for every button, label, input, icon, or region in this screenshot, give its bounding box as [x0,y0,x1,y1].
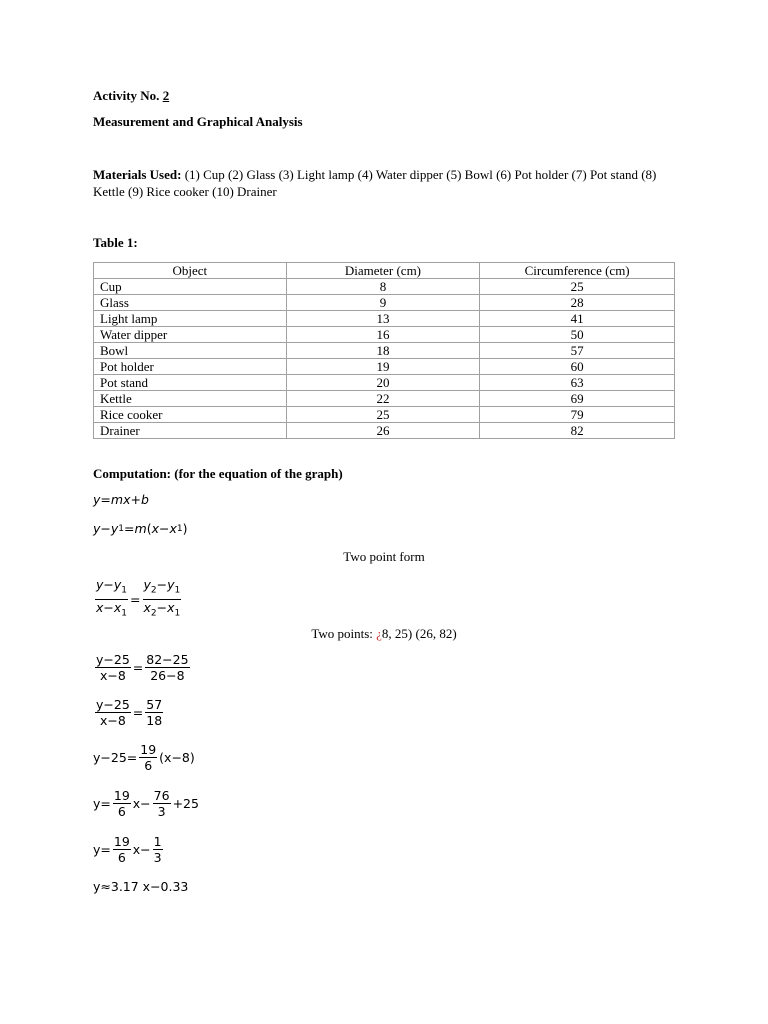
materials-label: Materials Used: [93,167,182,182]
cell-diameter: 13 [286,311,480,327]
table-row [94,391,675,407]
final-equation: y≈3.17 x−0.33 [93,879,189,894]
cell-circumference: 57 [480,343,675,359]
cell-diameter: 19 [286,359,480,375]
activity-subtitle: Measurement and Graphical Analysis [93,114,303,129]
activity-title [93,88,169,104]
cell-diameter: 22 [286,391,480,407]
materials-text: (1) Cup (2) Glass (3) Light lamp (4) Water dipper (5) Bowl (6) Pot holder (7) Pot stand (8) Kettle (9) Rice cooker (10) Drainer [93,167,657,199]
two-points-line [0,626,768,642]
table-row [94,279,675,295]
cell-object: Glass [94,295,287,311]
column-header-object: Object [94,263,287,279]
cell-circumference: 63 [480,375,675,391]
cell-object: Bowl [94,343,287,359]
cell-diameter: 25 [286,407,480,423]
cell-diameter: 16 [286,327,480,343]
measurement-table [93,262,675,439]
cell-diameter: 20 [286,375,480,391]
computation-heading: Computation: (for the equation of the graph) [93,466,343,481]
cell-object: Kettle [94,391,287,407]
cell-object: Pot holder [94,359,287,375]
cell-diameter: 18 [286,343,480,359]
table-row [94,311,675,327]
table-row [94,407,675,423]
cell-circumference: 79 [480,407,675,423]
cell-object: Drainer [94,423,287,439]
point-slope-equation: y − y 1 = m ( x − x 1 ) [93,521,188,536]
column-header-circumference: Circumference (cm) [480,263,675,279]
cell-circumference: 28 [480,295,675,311]
cell-diameter: 26 [286,423,480,439]
materials-paragraph [93,166,677,200]
table-row [94,343,675,359]
cell-object: Rice cooker [94,407,287,423]
computation-step-2: $\frac{y-25}{x-8}$ = $\frac{57}{18}$ [96,697,163,728]
two-point-form-label: Two point form [343,549,425,564]
cell-object: Pot stand [94,375,287,391]
computation-step-4: y= $\frac{19}{6}$ x− $\frac{76}{3}$ +25 [93,788,199,819]
cell-circumference: 69 [480,391,675,407]
activity-number: 2 [162,88,170,103]
table-caption: Table 1: [93,235,138,250]
table-row [94,359,675,375]
computation-step-3: y−25= $\frac{19}{6}$ (x−8) [93,742,195,773]
two-points-label: Two points: [311,626,377,641]
table-row [94,295,675,311]
two-point-formula: $\frac{y-y_1}{x-x_1}$ = $\frac{y_2-y_1}{x_2-x_1}$ [96,577,181,618]
cell-object: Cup [94,279,287,295]
cell-object: Light lamp [94,311,287,327]
cell-circumference: 82 [480,423,675,439]
computation-step-5: y= $\frac{19}{6}$ x− $\frac{1}{3}$ [93,834,162,865]
cell-circumference: 50 [480,327,675,343]
cell-object: Water dipper [94,327,287,343]
column-header-diameter: Diameter (cm) [286,263,480,279]
cell-circumference: 25 [480,279,675,295]
inverted-question-glyph: ¿ [376,626,382,641]
cell-circumference: 41 [480,311,675,327]
activity-label: Activity No. [93,88,163,103]
computation-step-1: $\frac{y-25}{x-8}$ = $\frac{82-25}{26-8}$ [96,652,189,683]
table-row [94,327,675,343]
two-points-values: 8, 25) (26, 82) [381,626,457,641]
cell-diameter: 8 [286,279,480,295]
slope-intercept-equation: y = mx + b [93,492,149,507]
table-row [94,375,675,391]
cell-circumference: 60 [480,359,675,375]
table-header-row [94,263,675,279]
cell-diameter: 9 [286,295,480,311]
table-row [94,423,675,439]
